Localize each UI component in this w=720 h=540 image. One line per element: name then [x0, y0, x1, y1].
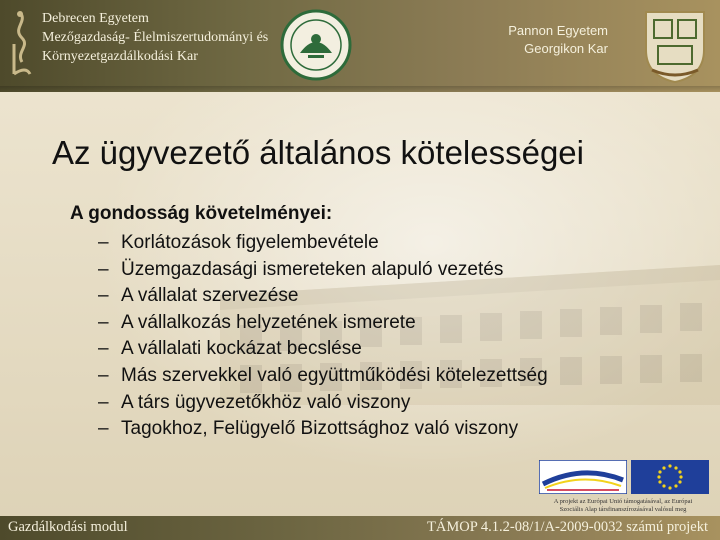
- list-item-text: Tagokhoz, Felügyelő Bizottsághoz való viszony: [121, 418, 519, 440]
- list-item-text: A vállalkozás helyzetének ismerete: [121, 311, 416, 333]
- list-item-text: A társ ügyvezetőkhöz való viszony: [121, 391, 411, 413]
- university-seal-icon: [280, 9, 352, 81]
- dash-marker: –: [98, 418, 109, 440]
- dash-marker: –: [98, 338, 109, 360]
- dash-marker: –: [98, 232, 109, 253]
- footer-project-label: TÁMOP 4.1.2-08/1/A-2009-0032 számú projekt: [427, 519, 708, 535]
- list-item: [98, 230, 548, 257]
- list-item-text: Korlátozások figyelembevétele: [121, 232, 379, 253]
- eu-note-line: Szociális Alap társfinanszírozásával valósul meg: [559, 506, 687, 513]
- list-item: [98, 257, 548, 284]
- list-item: [98, 310, 548, 337]
- right-institution-line: Georgikon Kar: [524, 41, 608, 56]
- bullet-list: [70, 230, 548, 443]
- list-item: [98, 363, 548, 390]
- eu-funding-box: [535, 458, 711, 518]
- list-item: [98, 283, 548, 310]
- dash-marker: –: [98, 311, 109, 333]
- right-institution-name: [500, 22, 608, 58]
- subheading: A gondosság követelményei:: [70, 203, 333, 224]
- list-item-text: Üzemgazdasági ismereteken alapuló vezetés: [121, 258, 504, 280]
- dash-marker: –: [98, 258, 109, 280]
- list-item: [98, 336, 548, 363]
- eu-flag-icon: [631, 460, 709, 494]
- footer-bar: [0, 516, 720, 540]
- list-item-text: Más szervekkel való együttműködési kötelezettség: [121, 364, 548, 386]
- footer-module-label: Gazdálkodási modul: [8, 519, 128, 535]
- pannon-crest-icon: [640, 6, 710, 84]
- slide-title: Az ügyvezető általános kötelességei: [52, 134, 584, 171]
- eu-funding-note: [535, 498, 711, 514]
- dash-marker: –: [98, 364, 109, 386]
- left-institution-line: Mezőgazdaság- Élelmiszertudományi és: [42, 30, 269, 45]
- debrecen-logo-icon: [6, 8, 36, 78]
- left-institution-line: Debrecen Egyetem: [42, 11, 149, 26]
- slide-body: [70, 202, 548, 443]
- dash-marker: –: [98, 391, 109, 413]
- left-institution-line: Környezetgazdálkodási Kar: [42, 49, 198, 64]
- list-item-text: A vállalat szervezése: [121, 285, 299, 307]
- header-bar: [0, 0, 720, 92]
- list-item: [98, 390, 548, 417]
- dash-marker: –: [98, 285, 109, 307]
- eu-note-line: A projekt az Európai Unió támogatásával, az Európai: [553, 498, 693, 505]
- list-item-text: A vállalati kockázat becslése: [121, 338, 362, 360]
- uj-magyarorszag-logo-icon: [539, 460, 627, 494]
- list-item: [98, 416, 548, 443]
- left-institution-name: [42, 9, 268, 66]
- right-institution-line: Pannon Egyetem: [508, 23, 608, 38]
